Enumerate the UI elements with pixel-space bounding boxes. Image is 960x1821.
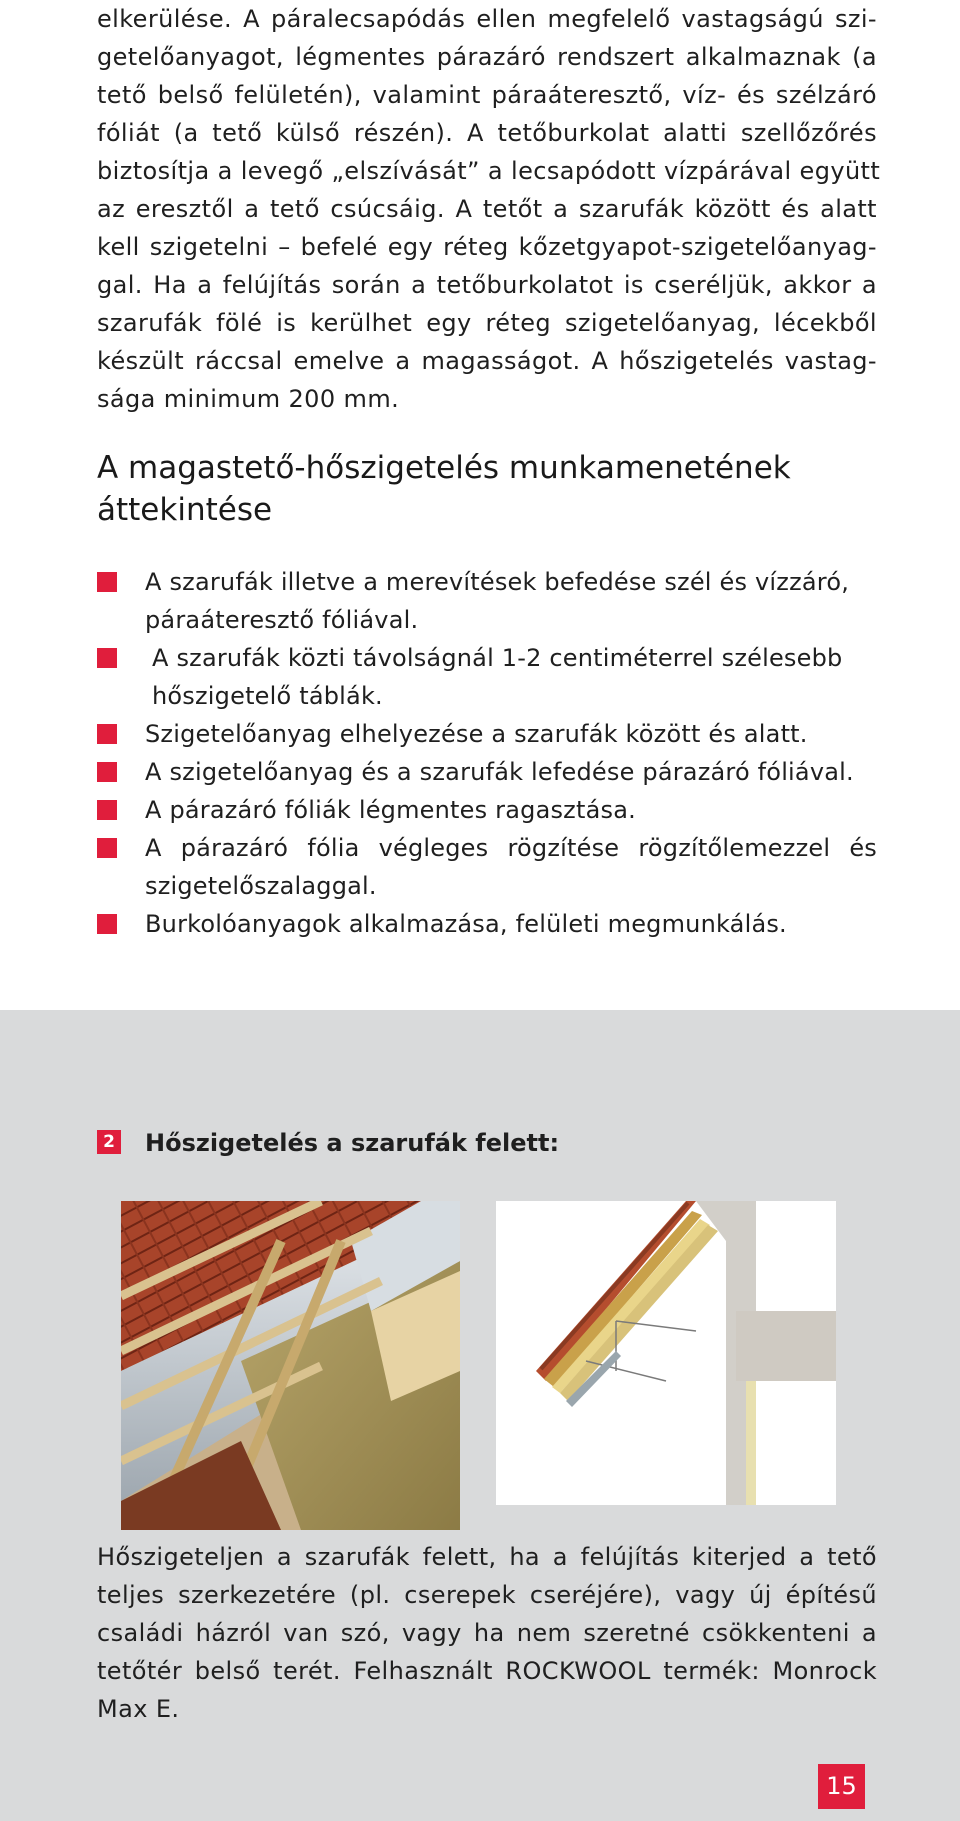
bullet-square-icon bbox=[97, 648, 117, 668]
list-item-line: hőszigetelő táblák. bbox=[152, 682, 383, 710]
list-item bbox=[97, 753, 877, 791]
bullet-square-icon bbox=[97, 724, 117, 744]
description-line: teljes szerkezetére (pl. cserepek cseréjére), vagy új építésű bbox=[97, 1581, 877, 1609]
description-line: tetőtér belső terét. Felhasznált ROCKWOOL termék: Monrock bbox=[97, 1657, 877, 1685]
list-item bbox=[97, 639, 877, 715]
list-item bbox=[97, 829, 877, 905]
list-item-line: Szigetelőanyag elhelyezése a szarufák között és alatt. bbox=[145, 720, 808, 748]
section-number-badge: 2 bbox=[97, 1130, 121, 1154]
list-item-line: páraáteresztő fóliával. bbox=[145, 606, 419, 634]
intro-line: elkerülése. A páralecsapódás ellen megfelelő vastagságú szi- bbox=[97, 5, 877, 33]
bullet-square-icon bbox=[97, 800, 117, 820]
intro-line: készült ráccsal emelve a magasságot. A hőszigetelés vastag- bbox=[97, 347, 877, 375]
section-heading-line1: A magastető-hőszigetelés munkamenetének bbox=[97, 450, 791, 486]
roof-section-diagram bbox=[496, 1201, 836, 1505]
list-item bbox=[97, 791, 877, 829]
intro-line: kell szigetelni – befelé egy réteg kőzetgyapot-szigetelőanyag- bbox=[97, 233, 877, 261]
list-item-line: A párazáró fólia végleges rögzítése rögzítőlemezzel és bbox=[145, 834, 877, 862]
intro-paragraph bbox=[97, 0, 881, 418]
section-heading-line2: áttekintése bbox=[97, 492, 273, 528]
roof-photo-illustration bbox=[121, 1201, 460, 1530]
section-heading bbox=[97, 447, 877, 531]
list-item-line: A szigetelőanyag és a szarufák lefedése párazáró fóliával. bbox=[145, 758, 854, 786]
intro-line: gal. Ha a felújítás során a tetőburkolatot is cseréljük, akkor a bbox=[97, 271, 877, 299]
bullet-square-icon bbox=[97, 762, 117, 782]
list-item bbox=[97, 905, 877, 943]
roof-section-illustration bbox=[496, 1201, 836, 1505]
intro-line: az eresztől a tető csúcsáig. A tetőt a szarufák között és alatt bbox=[97, 195, 877, 223]
description-line: családi házról van szó, vagy ha nem szeretné csökkenteni a bbox=[97, 1619, 877, 1647]
list-item bbox=[97, 563, 877, 639]
roof-construction-photo bbox=[121, 1201, 460, 1530]
intro-line: fóliát (a tető külső részén). A tetőburkolat alatti szellőzőrés bbox=[97, 119, 877, 147]
list-item-line: A szarufák illetve a merevítések befedése szél és vízzáró, bbox=[145, 568, 850, 596]
list-item bbox=[97, 715, 877, 753]
list-item-line: A párazáró fóliák légmentes ragasztása. bbox=[145, 796, 636, 824]
intro-line: getelőanyagot, légmentes párazáró rendszert alkalmaznak (a bbox=[97, 43, 877, 71]
page-number: 15 bbox=[818, 1764, 865, 1809]
list-item-line: A szarufák közti távolságnál 1-2 centiméterrel szélesebb bbox=[152, 644, 843, 672]
description-paragraph bbox=[97, 1538, 877, 1728]
bullet-square-icon bbox=[97, 838, 117, 858]
list-item-line: Burkolóanyagok alkalmazása, felületi megmunkálás. bbox=[145, 910, 787, 938]
intro-line: tető belső felületén), valamint páraáteresztő, víz- és szélzáró bbox=[97, 81, 877, 109]
description-line: Max E. bbox=[97, 1695, 180, 1723]
description-line: Hőszigeteljen a szarufák felett, ha a felújítás kiterjed a tető bbox=[97, 1543, 877, 1571]
bullet-square-icon bbox=[97, 914, 117, 934]
intro-line: szarufák fölé is kerülhet egy réteg szigetelőanyag, lécekből bbox=[97, 309, 877, 337]
subsection-title: Hőszigetelés a szarufák felett: bbox=[145, 1129, 560, 1157]
bullet-square-icon bbox=[97, 572, 117, 592]
intro-line: sága minimum 200 mm. bbox=[97, 385, 400, 413]
steps-list bbox=[97, 563, 877, 943]
list-item-line: szigetelőszalaggal. bbox=[145, 872, 377, 900]
intro-line: biztosítja a levegő „elszívását” a lecsapódott vízpárával együtt bbox=[97, 157, 881, 185]
